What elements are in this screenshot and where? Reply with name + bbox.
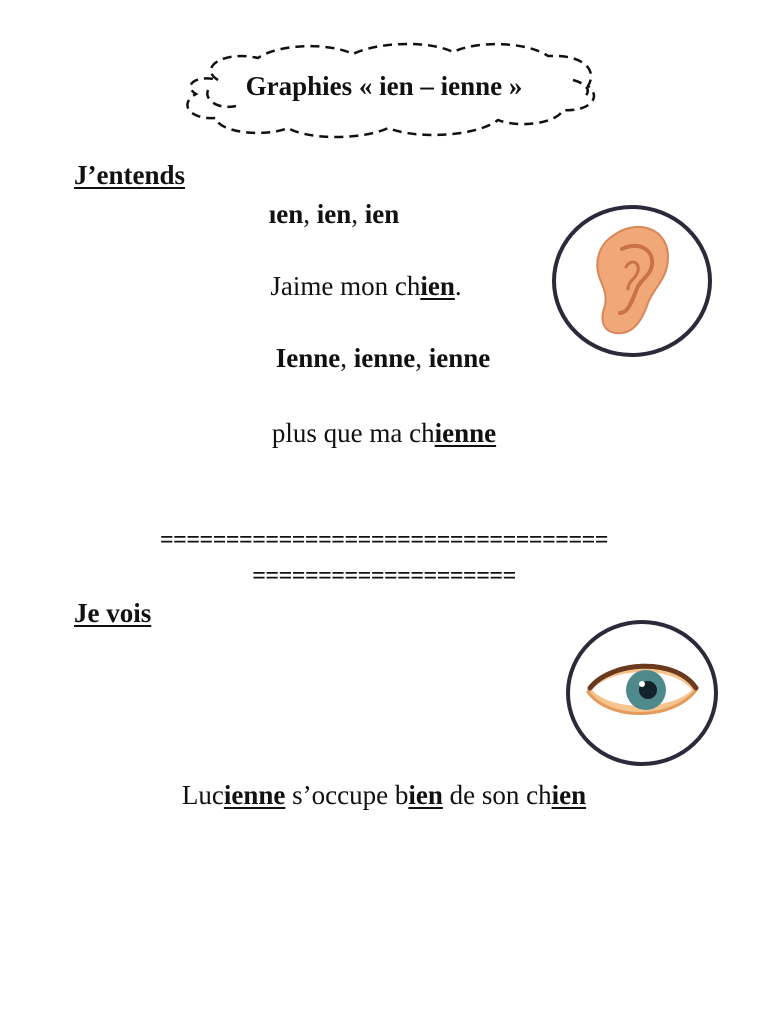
separator-line-2: ==================== <box>252 563 516 589</box>
sentence-part: s’occupe b <box>285 780 409 810</box>
sentence-part: plus que ma ch <box>271 418 435 448</box>
sentence-part: Jaime mon ch <box>270 271 421 301</box>
heading-see: Je vois <box>74 598 152 628</box>
highlight-ienne: ienne <box>223 780 286 810</box>
eye-icon-frame <box>566 620 718 766</box>
comma: , <box>303 199 317 229</box>
highlight-ien: ien <box>551 780 587 810</box>
word-ien-1: ıen <box>268 199 304 229</box>
heading-hear: J’entends <box>74 160 186 190</box>
separator-line-1: ================================== <box>160 527 608 553</box>
highlight-ien: ien <box>408 780 443 810</box>
comma: , <box>415 343 429 373</box>
highlight-ien: ien <box>420 271 455 301</box>
hear-line-4 <box>0 418 768 449</box>
word-ien-2: ien <box>316 199 352 229</box>
sentence-part: de son ch <box>442 780 552 810</box>
comma: , <box>351 199 365 229</box>
comma: , <box>340 343 354 373</box>
highlight-ienne: ienne <box>434 418 497 448</box>
ear-icon <box>556 209 708 353</box>
word-ienne-1: Ienne <box>275 343 341 373</box>
see-sentence <box>0 780 768 811</box>
word-ien-3: ien <box>364 199 400 229</box>
word-ienne-2: ienne <box>353 343 416 373</box>
sentence-part: . <box>454 271 462 301</box>
ear-icon-frame <box>552 205 712 357</box>
sentence-part: Luc <box>181 780 224 810</box>
word-ienne-3: ienne <box>428 343 491 373</box>
page-title: Graphies « ien – ienne » <box>245 71 523 101</box>
eye-icon <box>570 624 714 762</box>
